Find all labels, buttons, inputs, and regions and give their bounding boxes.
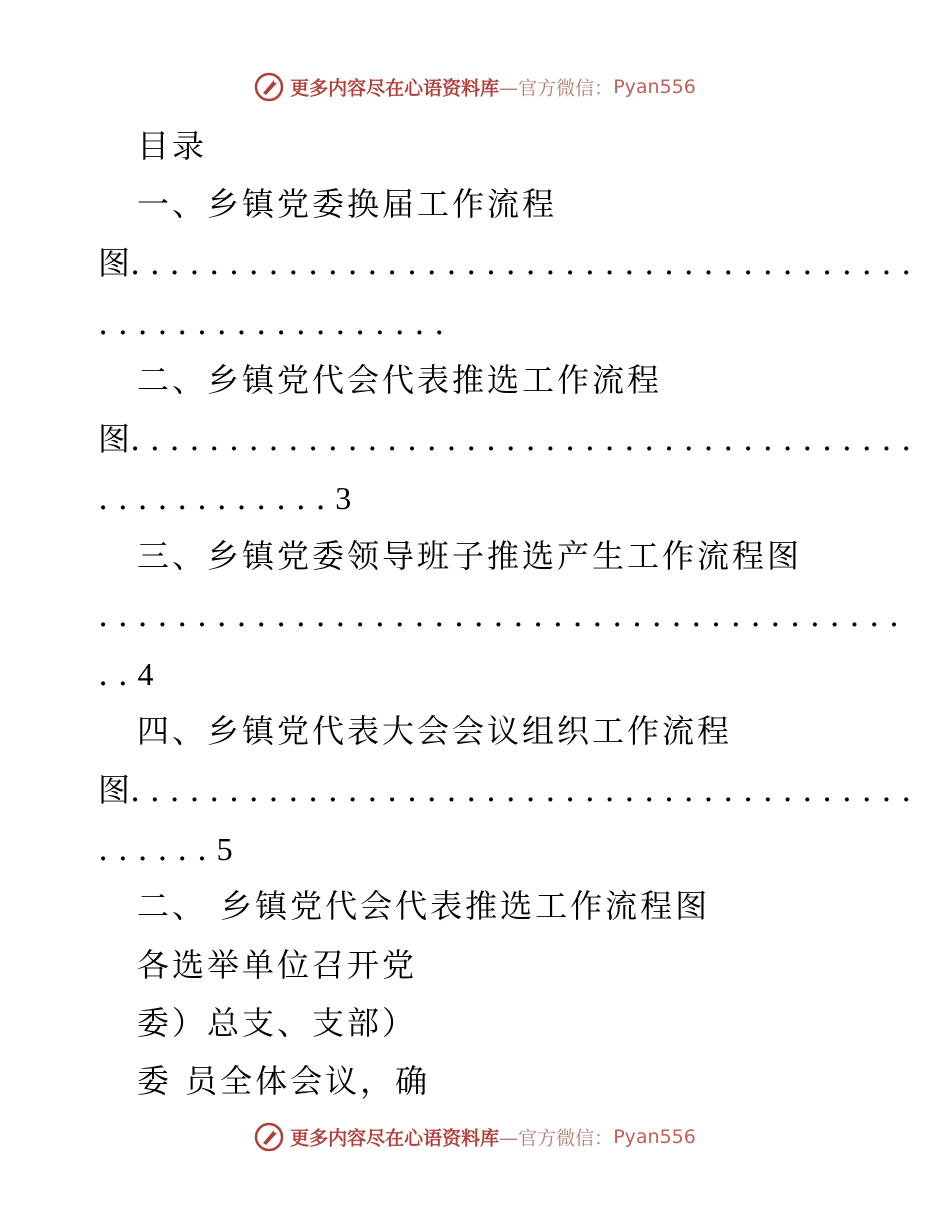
watermark-wechat-handle: Pyan556 [613, 76, 696, 98]
watermark-footer [0, 1122, 950, 1152]
toc-item-4-text: 四、乡镇党代表大会会议组织工作流程 [137, 712, 733, 750]
body-line-2: 委）总支、支部） [137, 1004, 418, 1042]
toc-item-2-dots: ........................................ [130, 420, 921, 458]
body-line-3: 委 员全体会议，确 [137, 1062, 431, 1100]
toc-item-1-text: 一、乡镇党委换届工作流程 [137, 185, 558, 223]
watermark-wechat-label: —官方微信： [499, 77, 614, 100]
toc-item-4-lead: 图 [98, 771, 131, 809]
watermark-wechat-label: —官方微信： [499, 1127, 614, 1150]
toc-item-1-lead: 图 [98, 244, 131, 282]
toc-item-1-dots: ........................................ [130, 244, 921, 282]
toc-item-2-page: 3 [335, 480, 352, 516]
pen-logo-icon [254, 72, 284, 102]
toc-title: 目录 [137, 127, 208, 165]
pen-logo-icon [254, 1122, 284, 1152]
toc-item-2-text: 二、乡镇党代会代表推选工作流程 [137, 361, 663, 399]
toc-item-2-lead: 图 [98, 420, 131, 458]
toc-item-1-leader-cont [98, 303, 454, 343]
toc-item-1-dots-cont: .................. [98, 304, 454, 342]
toc-item-1-leader [98, 243, 921, 283]
toc-item-4-leader-cont [98, 829, 233, 869]
toc-item-4-leader [98, 770, 921, 810]
toc-item-4-page: 5 [216, 831, 233, 867]
toc-item-3-dots: ......................................... [98, 596, 909, 634]
body-line-1: 各选举单位召开党 [137, 946, 418, 984]
watermark-header [0, 72, 950, 102]
watermark-brand: 更多内容尽在心语资料库 [290, 77, 500, 100]
toc-item-3-leader [98, 595, 909, 635]
toc-item-2-dots-cont: ............ [98, 479, 336, 517]
toc-item-3-leader-cont [98, 654, 154, 694]
toc-item-3-text: 三、乡镇党委领导班子推选产生工作流程图 [137, 537, 803, 575]
toc-item-2-leader [98, 419, 921, 459]
section-heading: 二、 乡镇党代会代表推选工作流程图 [137, 887, 711, 925]
watermark-wechat-handle: Pyan556 [613, 1126, 696, 1148]
toc-item-2-leader-cont [98, 478, 351, 518]
toc-item-3-page: 4 [137, 656, 154, 692]
watermark-brand: 更多内容尽在心语资料库 [290, 1127, 500, 1150]
toc-item-3-dots-cont: .. [98, 655, 138, 693]
toc-item-4-dots-cont: ...... [98, 830, 217, 868]
toc-item-4-dots: ........................................ [130, 771, 921, 809]
